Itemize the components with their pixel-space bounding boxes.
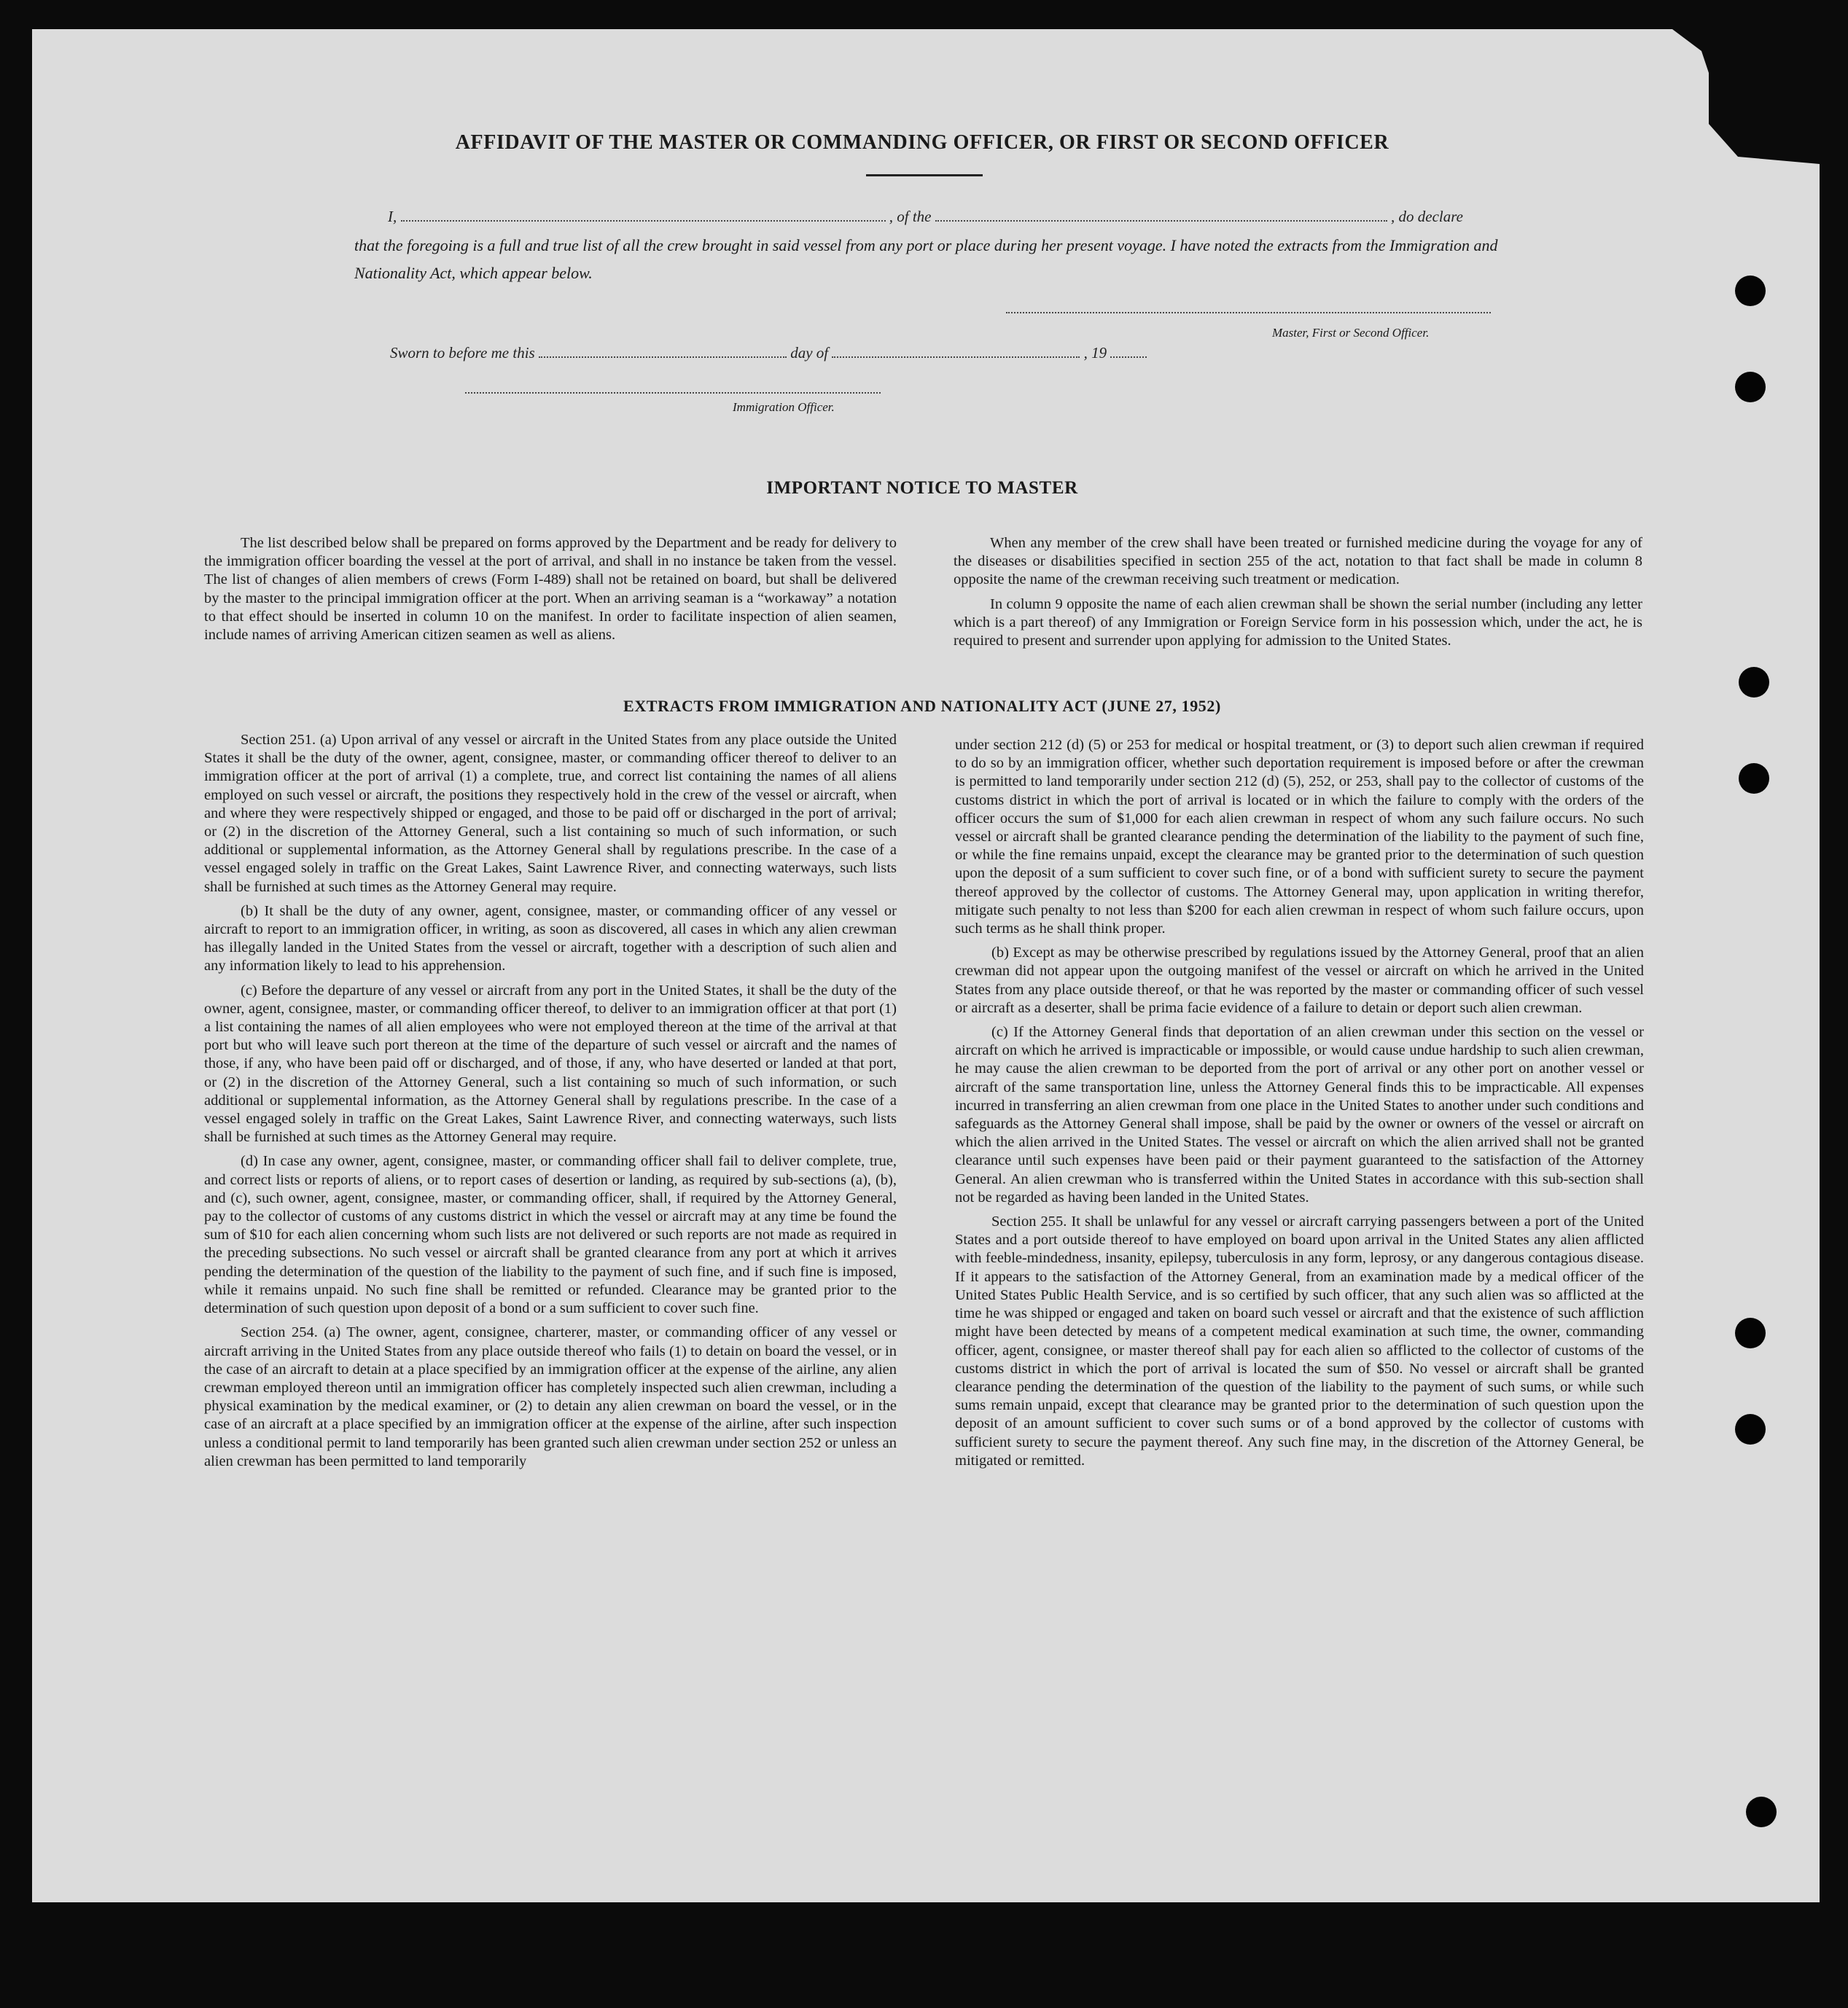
extracts-title: EXTRACTS FROM IMMIGRATION AND NATIONALITY ACT (JUNE 27, 1952) bbox=[623, 697, 1221, 715]
extract-paragraph: Section 251. (a) Upon arrival of any vessel or aircraft in the United States from any place outside the United States it shall be the duty of the owner, agent, consignee, master, or commanding officer thereof to deliver to an immigration officer at the port of arrival (1) a complete, true, and correct list containing the names of all aliens employed on such vessel or aircraft, the positions they respectively hold in the crew of the vessel or aircraft, when and where they were respectively shipped or engaged, and those to be paid off or discharged in the port of arrival; or (2) in the discretion of the Attorney General, such a list containing so much of such information, or such additional or supplemental information, as the Attorney General shall by regulations prescribe. In the case of a vessel engaged solely in traffic on the Great Lakes, Saint Lawrence River, and connecting waterways, such lists shall be furnished at such times as the Attorney General may require. bbox=[204, 732, 897, 895]
notice-title: IMPORTANT NOTICE TO MASTER bbox=[766, 478, 1078, 498]
vessel-name-field[interactable] bbox=[935, 220, 1387, 222]
extract-paragraph: (b) Except as may be otherwise prescribed by regulations issued by the Attorney General, proof that an alien crewman did not appear upon the outgoing manifest of the vessel or aircraft on which he arrived in the United States from any place outside thereof, or that he was reported by the master or commanding officer of such vessel or aircraft as a deserter, shall be prima facie evidence of a failure to detain or deport such alien crewman. bbox=[955, 945, 1644, 1016]
notice-left-column bbox=[204, 534, 897, 650]
binder-hole bbox=[1739, 667, 1769, 698]
extracts-left-column bbox=[204, 731, 897, 1477]
binder-hole bbox=[1735, 372, 1766, 402]
declaration-line bbox=[388, 208, 1463, 226]
notice-right-paragraph-1: When any member of the crew shall have been treated or furnished medicine during the voyage for any of the diseases or disabilities specified in section 255 of the act, notation to that fact shall be made in column 8 opposite the name of the crewman receiving such treatment or medication. bbox=[954, 535, 1642, 588]
day-of-label: day of bbox=[790, 344, 829, 362]
master-signature-field[interactable] bbox=[1006, 312, 1491, 313]
binder-hole bbox=[1735, 1414, 1766, 1445]
notice-right-paragraph-2: In column 9 opposite the name of each alien crewman shall be shown the serial number (including any letter which is a part thereof) of any Immigration or Foreign Service form in his possession which, under the act, he is required to present and surrender upon applying for admission to the United States. bbox=[954, 595, 1642, 649]
binder-hole bbox=[1735, 276, 1766, 306]
notice-right-column bbox=[954, 534, 1642, 656]
extract-paragraph: (b) It shall be the duty of any owner, agent, consignee, master, or commanding officer of any vessel or aircraft to report to an immigration officer, in writing, as soon as discovered, all cases in which any alien crewman has illegally landed in the United States from the vessel or aircraft, together with a description of such alien and any information likely to lead to his apprehension. bbox=[204, 902, 897, 974]
binder-hole bbox=[1735, 1318, 1766, 1348]
do-declare-label: , do declare bbox=[1391, 208, 1463, 225]
extract-paragraph: Section 255. It shall be unlawful for any vessel or aircraft carrying passengers between a port of the United States and a port outside thereof to have employed on board upon arrival in the United States any alien afflicted with feeble-mindedness, insanity, epilepsy, tuberculosis in any form, leprosy, or any dangerous contagious disease. If it appears to the satisfaction of the Attorney General, from an examination made by a medical officer of the United States Public Health Service, and is so certified by such officer, that any such alien was so afflicted at the time he was shipped or engaged and taken on board such vessel or aircraft and that the existence of such affliction might have been detected by means of a competent medical examination at such time, the owner, commanding officer, agent, consignee, or master thereof shall pay for each alien so afflicted to the collector of customs of the customs district in which the port of arrival is located the sum of $50. No vessel or aircraft shall be granted clearance pending the determination of the question of the liability to the payment of such sums, or while such sums remain unpaid, except that clearance may be granted prior to the determination of such question upon the deposit of an amount sufficient to cover such sums or of a bond approved by the collector of customs with sufficient surety to secure the payment thereof. Any such fine may, in the discretion of the Attorney General, be mitigated or remitted. bbox=[955, 1214, 1644, 1469]
declarant-name-field[interactable] bbox=[401, 220, 886, 222]
extract-paragraph: under section 212 (d) (5) or 253 for medical or hospital treatment, or (3) to deport such alien crewman if required to do so by an immigration officer, whether such deportation requirement is imposed before or after the crewman is permitted to land temporarily under section 212 (d) (5), 252, or 253, shall pay to the collector of customs of the customs district in which the port of arrival is located or in which the failure to comply with the orders of the officer occurs the sum of $1,000 for each alien crewman in respect of whom any such failure occurs. No such vessel or aircraft shall be granted clearance pending the determination of the liability to the payment of such fine, or while the fine remains unpaid, except the clearance may be granted prior to the determination of such question upon the deposit of a sum sufficient to cover such fine, or of a bond with sufficient surety to secure the payment thereof approved by the collector of customs. The Attorney General may, upon application in writing therefor, mitigate such penalty to not less than $200 for each alien crewman in respect of whom such failure occurs, upon such terms as he shall think proper. bbox=[955, 737, 1644, 937]
extract-paragraph: (c) If the Attorney General finds that deportation of an alien crewman under this section on the vessel or aircraft on which he arrived is impracticable or impossible, or would cause undue hardship to such alien crewman, he may cause the alien crewman to be deported from the port of arrival or any other port on another vessel or aircraft of the same transportation line, unless the Attorney General finds this to be impracticable. All expenses incurred in transferring an alien crewman from one place in the United States to another under such conditions and safeguards as the Attorney General shall impose, shall be paid by the owner or owners of the vessel or aircraft on which the alien arrived in the United States. The vessel or aircraft on which the alien arrived shall not be granted clearance until such expenses have been paid or their payment guaranteed to the satisfaction of the Attorney General. An alien crewman who is transferred within the United States in accordance with this sub-section shall not be regarded as having been landed in the United States. bbox=[955, 1024, 1644, 1206]
sworn-month-field[interactable] bbox=[832, 356, 1080, 358]
affidavit-title: AFFIDAVIT OF THE MASTER OR COMMANDING OFFICER, OR FIRST OR SECOND OFFICER bbox=[455, 131, 1389, 154]
declarant-prefix: I, bbox=[388, 208, 397, 225]
master-signature-caption: Master, First or Second Officer. bbox=[1272, 326, 1430, 340]
notice-left-paragraph: The list described below shall be prepared on forms approved by the Department and be ready for delivery to the immigration officer boarding the vessel at the port of arrival, and shall in no instance be taken from the vessel. The list of changes of alien members of crews (Form I-489) shall not be retained on board, but shall be delivered by the master to the principal immigration officer at the port. When an arriving seaman is a “workaway” a notation to that effect should be inserted in column 10 on the manifest. In order to facilitate inspection of alien seamen, include names of arriving American citizen seamen as well as aliens. bbox=[204, 535, 897, 644]
sworn-line bbox=[390, 344, 1147, 362]
title-underline bbox=[866, 174, 983, 176]
sworn-year-field[interactable] bbox=[1110, 356, 1147, 358]
extracts-right-column bbox=[955, 736, 1644, 1476]
extract-paragraph: (d) In case any owner, agent, consignee, master, or commanding officer shall fail to deliver complete, true, and correct lists or reports of aliens, or to report cases of desertion or landing, as required by sub-sections (a), (b), and (c), such owner, agent, consignee, master, or commanding officer, shall, if required by the Attorney General, pay to the collector of customs of any customs district in which the vessel or aircraft may at any time be found the sum of $10 for each alien concerning whom such lists are not delivered or such reports are not made as required in the preceding subsections. No such vessel or aircraft shall be granted clearance from any port at which it arrives pending the determination of the question of the liability to the payment of such fine, and if such fine is imposed, while it remains unpaid. No such fine shall be remitted or refunded. Clearance may be granted prior to the determination of such question upon deposit of a bond or a sum sufficient to cover such fine. bbox=[204, 1153, 897, 1317]
extract-paragraph: Section 254. (a) The owner, agent, consignee, charterer, master, or commanding officer of any vessel or aircraft arriving in the United States from any place outside thereof who fails (1) to detain on board the vessel, or in the case of an aircraft to detain at a place specified by an immigration officer at the expense of the airline, any alien crewman employed thereon until an immigration officer has completely inspected such alien crewman, including a physical examination by the medical examiner, or (2) to detain any alien crewman on board the vessel, or in the case of an aircraft at a place specified by an immigration officer at the expense of the airline, after such inspection unless a conditional permit to land temporarily has been granted such alien crewman under section 252 or unless an alien crewman has been permitted to land temporarily bbox=[204, 1324, 897, 1469]
officer-signature-field[interactable] bbox=[465, 392, 881, 394]
officer-signature-caption: Immigration Officer. bbox=[733, 400, 835, 414]
sworn-date-field[interactable] bbox=[539, 356, 787, 358]
sworn-label: Sworn to before me this bbox=[390, 344, 535, 362]
extract-paragraph: (c) Before the departure of any vessel or aircraft from any port in the United States, it shall be the duty of the owner, agent, consignee, master, or commanding officer thereof, to deliver to an immigration officer at that port (1) a list containing the names of all alien employees who were not employed thereon at the time of the arrival at that port but who will leave such port thereon at the time of the departure of such vessel or aircraft and the names of those, if any, who have been paid off or discharged, and of those, if any, who have deserted or landed at that port, or (2) in the discretion of the Attorney General, such a list containing so much of such information, or such additional or supplemental information, as the Attorney General shall by regulations prescribe. In the case of a vessel engaged solely in traffic on the Great Lakes, Saint Lawrence River, and connecting waterways, such lists shall be furnished at such times as the Attorney General may require. bbox=[204, 982, 897, 1146]
of-the-label: , of the bbox=[889, 208, 932, 225]
affidavit-statement: that the foregoing is a full and true list of all the crew brought in said vessel from any port or place during her present voyage. I have noted the extracts from the Immigration and Nationality Act, which appear below. bbox=[354, 236, 1498, 282]
year-prefix: , 19 bbox=[1083, 344, 1107, 362]
binder-hole bbox=[1739, 763, 1769, 794]
binder-hole bbox=[1746, 1797, 1777, 1827]
